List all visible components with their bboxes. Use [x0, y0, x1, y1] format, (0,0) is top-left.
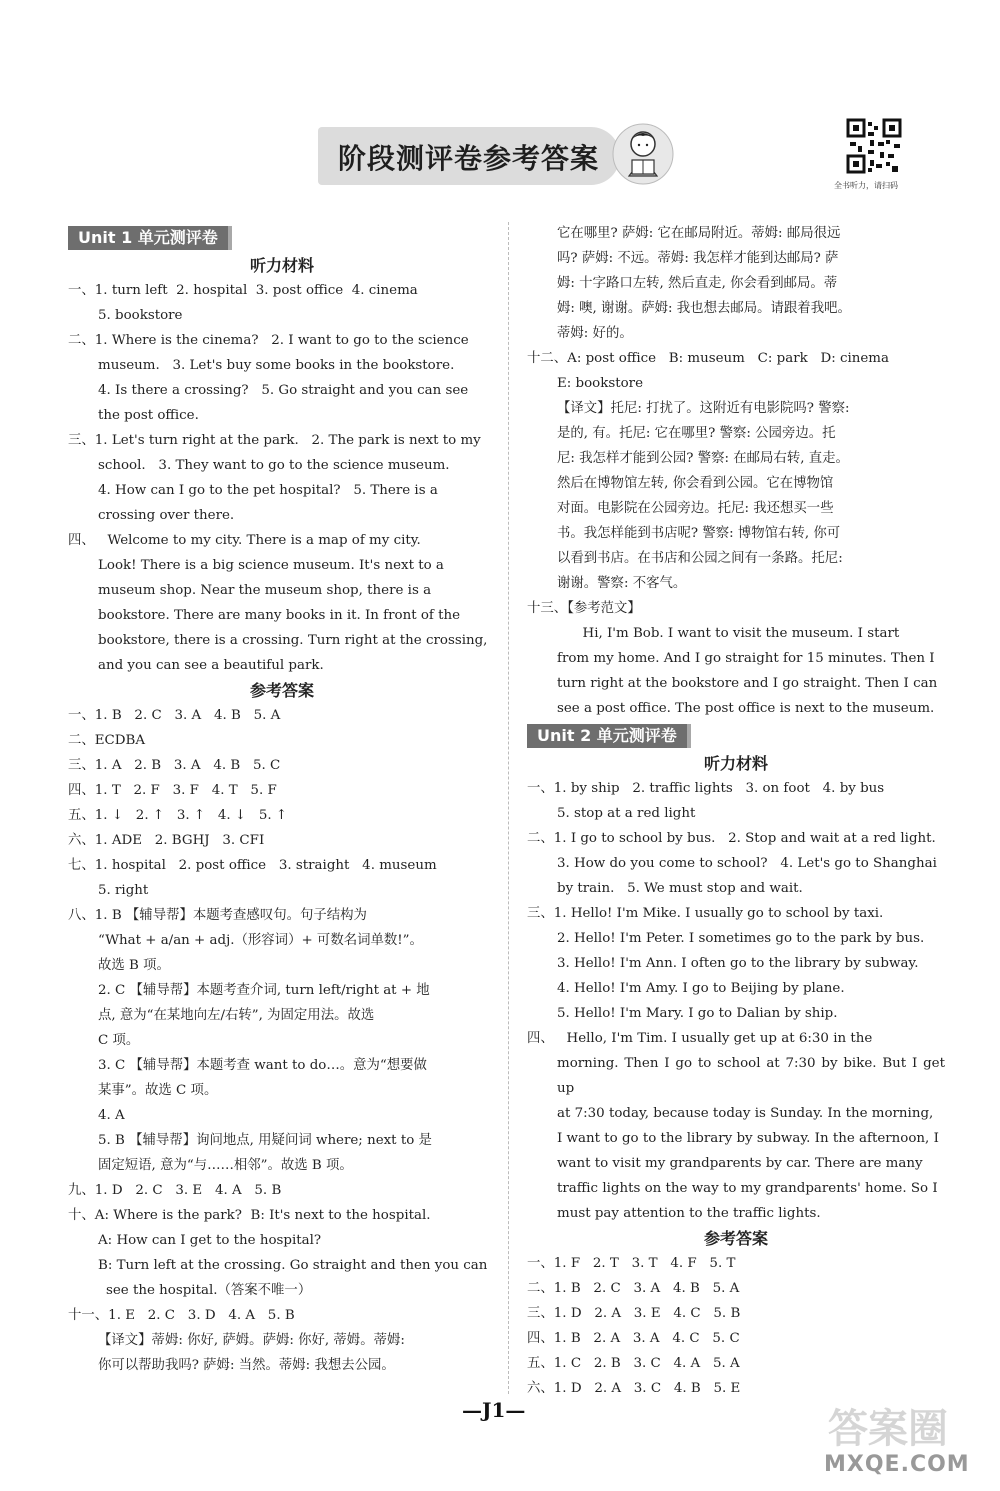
text-line: 【译文】蒂姆: 你好, 萨姆。萨姆: 你好, 蒂姆。蒂姆:: [98, 1333, 405, 1348]
text-line: 三、1. D 2. A 3. E 4. C 5. B: [527, 1306, 741, 1321]
text-line: 5. Hello! I'm Mary. I go to Dalian by ship.: [557, 1006, 838, 1021]
text-line: 是的, 有。托尼: 它在哪里? 警察: 公园旁边。托: [557, 426, 836, 441]
text-line: traffic lights on the way to my grandparents' home. So I: [557, 1181, 938, 1196]
text-line: museum shop. Near the museum shop, there is a: [98, 583, 432, 598]
text-line: A: How can I get to the hospital?: [98, 1233, 322, 1248]
text-line: B: Turn left at the crossing. Go straight and then you can: [98, 1258, 488, 1273]
text-line: “What + a/an + adj.（形容词）+ 可数名词单数!”。: [98, 933, 423, 948]
right-column: [527, 221, 950, 1401]
text-line: morning. Then I go to school at 7:30 by bike. But I get up: [557, 1056, 950, 1096]
text-line: 然后在博物馆左转, 你会看到公园。它在博物馆: [557, 476, 834, 491]
text-line: 三、1. A 2. B 3. A 4. B 5. C: [68, 758, 281, 773]
unit-1-header: Unit 1 单元测评卷: [68, 226, 232, 250]
text-line: 十三、【参考范文】: [527, 601, 641, 616]
text-line: 八、1. B 【辅导帮】本题考查感叹句。句子结构为: [68, 908, 367, 923]
text-line: 姆: 十字路口左转, 然后直走, 你会看到邮局。蒂: [557, 276, 838, 291]
text-line: 谢谢。警察: 不客气。: [557, 576, 687, 591]
answer-key: [527, 1251, 945, 1401]
text-line: 五、1. C 2. B 3. C 4. A 5. A: [527, 1356, 740, 1371]
text-line: 4. Is there a crossing? 5. Go straight and you can see: [98, 383, 469, 398]
text-line: 三、1. Let's turn right at the park. 2. The park is next to my: [68, 433, 481, 448]
text-line: C 项。: [98, 1033, 140, 1048]
text-line: bookstore, there is a crossing. Turn right at the crossing,: [98, 633, 488, 648]
text-line: crossing over there.: [98, 508, 235, 523]
text-line: 四、1. B 2. A 3. A 4. C 5. C: [527, 1331, 740, 1346]
text-line: school. 3. They want to go to the science museum.: [98, 458, 450, 473]
text-line: Look! There is a big science museum. It's next to a: [98, 558, 444, 573]
text-line: 七、1. hospital 2. post office 3. straight 4. museum: [68, 858, 437, 873]
text-line: turn right at the bookstore and I go straight. Then I can: [557, 676, 938, 691]
text-line: 2. C 【辅导帮】本题考查介词, turn left/right at + 地: [98, 983, 430, 998]
column-divider: [508, 222, 509, 1394]
text-line: 尼: 我怎样才能到公园? 警察: 在邮局右转, 直走。: [557, 451, 849, 466]
text-line: 某事”。故选 C 项。: [98, 1083, 218, 1098]
text-line: bookstore. There are many books in it. In front of the: [98, 608, 461, 623]
text-line: 一、1. by ship 2. traffic lights 3. on foot 4. by bus: [527, 781, 885, 796]
text-line: 三、1. Hello! I'm Mike. I usually go to school by taxi.: [527, 906, 884, 921]
listening-material: [68, 278, 496, 678]
text-line: 4. Hello! I'm Amy. I go to Beijing by plane.: [557, 981, 845, 996]
text-line: see the hospital.（答案不唯一）: [106, 1283, 312, 1298]
watermark-text: MXQE.COM: [824, 1452, 970, 1477]
listening-title: 听力材料: [249, 256, 314, 275]
text-line: 一、1. B 2. C 3. A 4. B 5. A: [68, 708, 281, 723]
answers-title: 参考答案: [703, 1229, 768, 1248]
text-line: 六、1. D 2. A 3. C 4. B 5. E: [527, 1381, 741, 1396]
listening-title: 听力材料: [703, 754, 768, 773]
text-line: see a post office. The post office is next to the museum.: [557, 701, 935, 716]
text-line: 固定短语, 意为“与……相邻”。故选 B 项。: [98, 1158, 353, 1173]
text-line: at 7:30 today, because today is Sunday. In the morning,: [557, 1106, 934, 1121]
text-line: 九、1. D 2. C 3. E 4. A 5. B: [68, 1183, 282, 1198]
text-line: 五、1. ↓ 2. ↑ 3. ↑ 4. ↓ 5. ↑: [68, 808, 288, 823]
text-line: 5. stop at a red light: [557, 806, 696, 821]
text-line: 十一、1. E 2. C 3. D 4. A 5. B: [68, 1308, 295, 1323]
text-line: museum. 3. Let's buy some books in the bookstore.: [98, 358, 455, 373]
text-line: 5. B 【辅导帮】询问地点, 用疑问词 where; next to 是: [98, 1133, 432, 1148]
text-line: 姆: 噢, 谢谢。萨姆: 我也想去邮局。请跟着我吧。: [557, 301, 851, 316]
reading-boy-icon: [612, 120, 674, 190]
text-line: by train. 5. We must stop and wait.: [557, 881, 803, 896]
text-line: 3. C 【辅导帮】本题考查 want to do…。意为“想要做: [98, 1058, 427, 1073]
text-line: 二、1. Where is the cinema? 2. I want to go to the science: [68, 333, 469, 348]
text-line: 【译文】托尼: 打扰了。这附近有电影院吗? 警察:: [557, 401, 850, 416]
text-line: 二、1. I go to school by bus. 2. Stop and wait at a red light.: [527, 831, 936, 846]
text-line: the post office.: [98, 408, 199, 423]
text-line: 5. right: [98, 883, 149, 898]
answer-key: [68, 703, 496, 1378]
text-line: 3. Hello! I'm Ann. I often go to the library by subway.: [557, 956, 919, 971]
text-line: I want to go to the library by subway. In the afternoon, I: [557, 1131, 939, 1146]
watermark-logo-text: 答案圈: [828, 1406, 948, 1452]
text-line: 点, 意为“在某地向左/右转”, 为固定用法。故选: [98, 1008, 375, 1023]
qr-caption: 全书听力，请扫码: [834, 181, 898, 190]
text-line: 4. A: [98, 1108, 125, 1123]
text-line: 十、A: Where is the park? B: It's next to the hospital.: [68, 1208, 431, 1223]
text-line: 它在哪里? 萨姆: 它在邮局附近。蒂姆: 邮局很远: [557, 226, 841, 241]
text-line: 以看到书店。在书店和公园之间有一条路。托尼:: [557, 551, 843, 566]
text-line: 六、1. ADE 2. BGHJ 3. CFI: [68, 833, 265, 848]
text-line: 二、ECDBA: [68, 733, 146, 748]
text-line: 3. How do you come to school? 4. Let's go to Shanghai: [557, 856, 937, 871]
text-line: 二、1. B 2. C 3. A 4. B 5. A: [527, 1281, 740, 1296]
text-line: 故选 B 项。: [98, 958, 170, 973]
text-line: from my home. And I go straight for 15 minutes. Then I: [557, 651, 935, 666]
page-title: 阶段测评卷参考答案: [338, 142, 600, 175]
page-number: —J1—: [462, 1398, 526, 1422]
text-line: 5. bookstore: [98, 308, 183, 323]
text-line: 四、1. T 2. F 3. F 4. T 5. F: [68, 783, 277, 798]
text-line: E: bookstore: [557, 376, 643, 391]
unit-2-header: Unit 2 单元测评卷: [527, 724, 691, 748]
text-line: must pay attention to the traffic lights.: [557, 1206, 821, 1221]
text-line: want to visit my grandparents by car. There are many: [557, 1156, 923, 1171]
text-line: 一、1. F 2. T 3. T 4. F 5. T: [527, 1256, 736, 1271]
text-line: 2. Hello! I'm Peter. I sometimes go to the park by bus.: [557, 931, 925, 946]
left-column: [68, 226, 496, 1378]
text-line: 四、 Welcome to my city. There is a map of my city.: [68, 533, 421, 548]
answers-title: 参考答案: [249, 681, 314, 700]
text-line: 十二、A: post office B: museum C: park D: cinema: [527, 351, 889, 366]
text-line: 蒂姆: 好的。: [557, 326, 633, 341]
text-line: and you can see a beautiful park.: [98, 658, 324, 673]
text-line: 4. How can I go to the pet hospital? 5. There is a: [98, 483, 438, 498]
text-line: 一、1. turn left 2. hospital 3. post office 4. cinema: [68, 283, 418, 298]
qr-code-icon[interactable]: [846, 118, 902, 174]
continued-answers: [527, 221, 945, 721]
text-line: Hi, I'm Bob. I want to visit the museum. I start: [557, 626, 900, 641]
text-line: 你可以帮助我吗? 萨姆: 当然。蒂姆: 我想去公园。: [98, 1358, 395, 1373]
text-line: 吗? 萨姆: 不远。蒂姆: 我怎样才能到达邮局? 萨: [557, 251, 839, 266]
text-line: 书。我怎样能到书店呢? 警察: 博物馆右转, 你可: [557, 526, 841, 541]
text-line: 对面。电影院在公园旁边。托尼: 我还想买一些: [557, 501, 834, 516]
listening-material: [527, 776, 950, 1226]
text-line: 四、 Hello, I'm Tim. I usually get up at 6:30 in the: [527, 1031, 873, 1046]
